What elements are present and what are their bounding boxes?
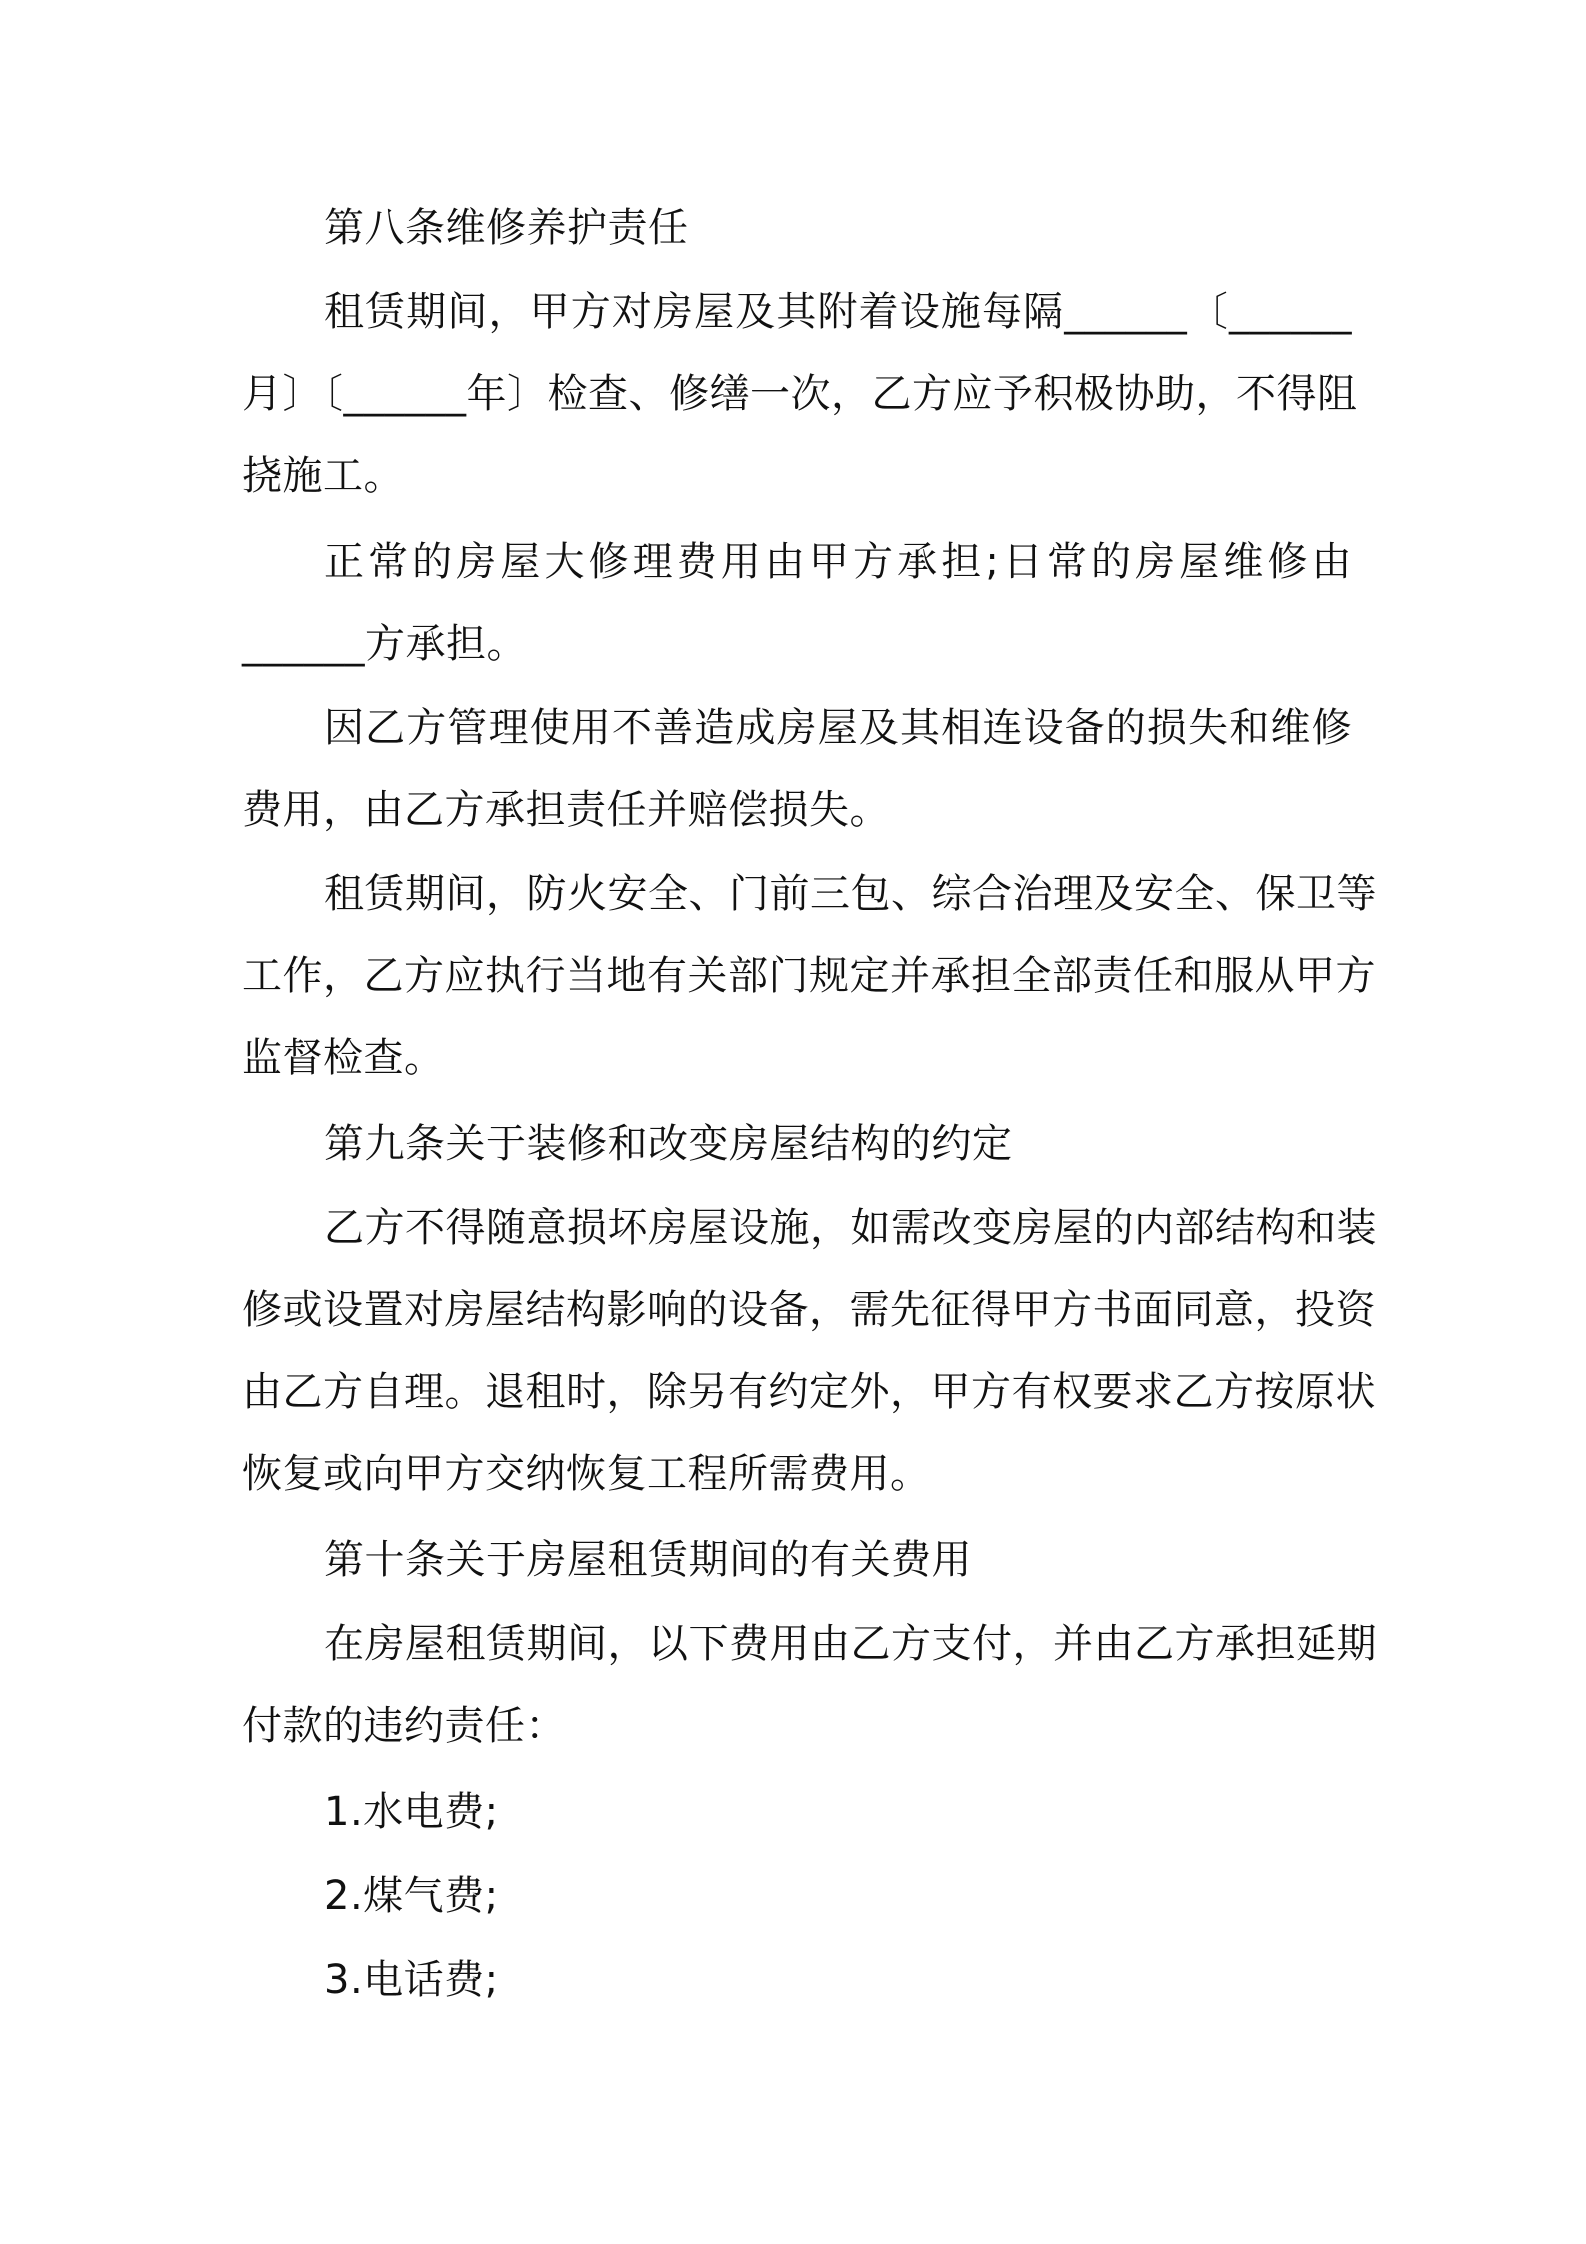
paragraph-line: 付款的违约责任：	[242, 1703, 566, 1749]
paragraph-line: 由乙方自理。退租时，除另有约定外，甲方有权要求乙方按原状	[242, 1369, 1376, 1415]
article-9-heading: 第九条关于装修和改变房屋结构的约定	[324, 1121, 1013, 1167]
paragraph-line: 月〕〔______年〕检查、修缮一次，乙方应予积极协助，不得阻	[242, 371, 1358, 417]
list-item: 1.水电费;	[324, 1789, 499, 1835]
paragraph-line: 租赁期间，甲方对房屋及其附着设施每隔______〔______	[324, 289, 1352, 335]
paragraph-line: ______方承担。	[242, 621, 527, 667]
list-item: 3.电话费;	[324, 1957, 499, 2003]
paragraph-line: 乙方不得随意损坏房屋设施，如需改变房屋的内部结构和装	[324, 1205, 1377, 1251]
paragraph-line: 费用，由乙方承担责任并赔偿损失。	[242, 787, 890, 833]
paragraph-line: 工作，乙方应执行当地有关部门规定并承担全部责任和服从甲方	[242, 953, 1376, 999]
paragraph-line: 监督检查。	[242, 1035, 445, 1081]
paragraph-line: 在房屋租赁期间，以下费用由乙方支付，并由乙方承担延期	[324, 1621, 1377, 1667]
paragraph-line: 挠施工。	[242, 453, 404, 499]
paragraph-line: 正常的房屋大修理费用由甲方承担;日常的房屋维修由	[324, 539, 1352, 585]
article-8-heading: 第八条维修养护责任	[324, 205, 689, 251]
paragraph-line: 因乙方管理使用不善造成房屋及其相连设备的损失和维修	[324, 705, 1352, 751]
article-10-heading: 第十条关于房屋租赁期间的有关费用	[324, 1537, 972, 1583]
list-item: 2.煤气费;	[324, 1873, 499, 1919]
paragraph-line: 租赁期间，防火安全、门前三包、综合治理及安全、保卫等	[324, 871, 1377, 917]
paragraph-line: 恢复或向甲方交纳恢复工程所需费用。	[242, 1451, 931, 1497]
paragraph-line: 修或设置对房屋结构影响的设备，需先征得甲方书面同意，投资	[242, 1287, 1376, 1333]
